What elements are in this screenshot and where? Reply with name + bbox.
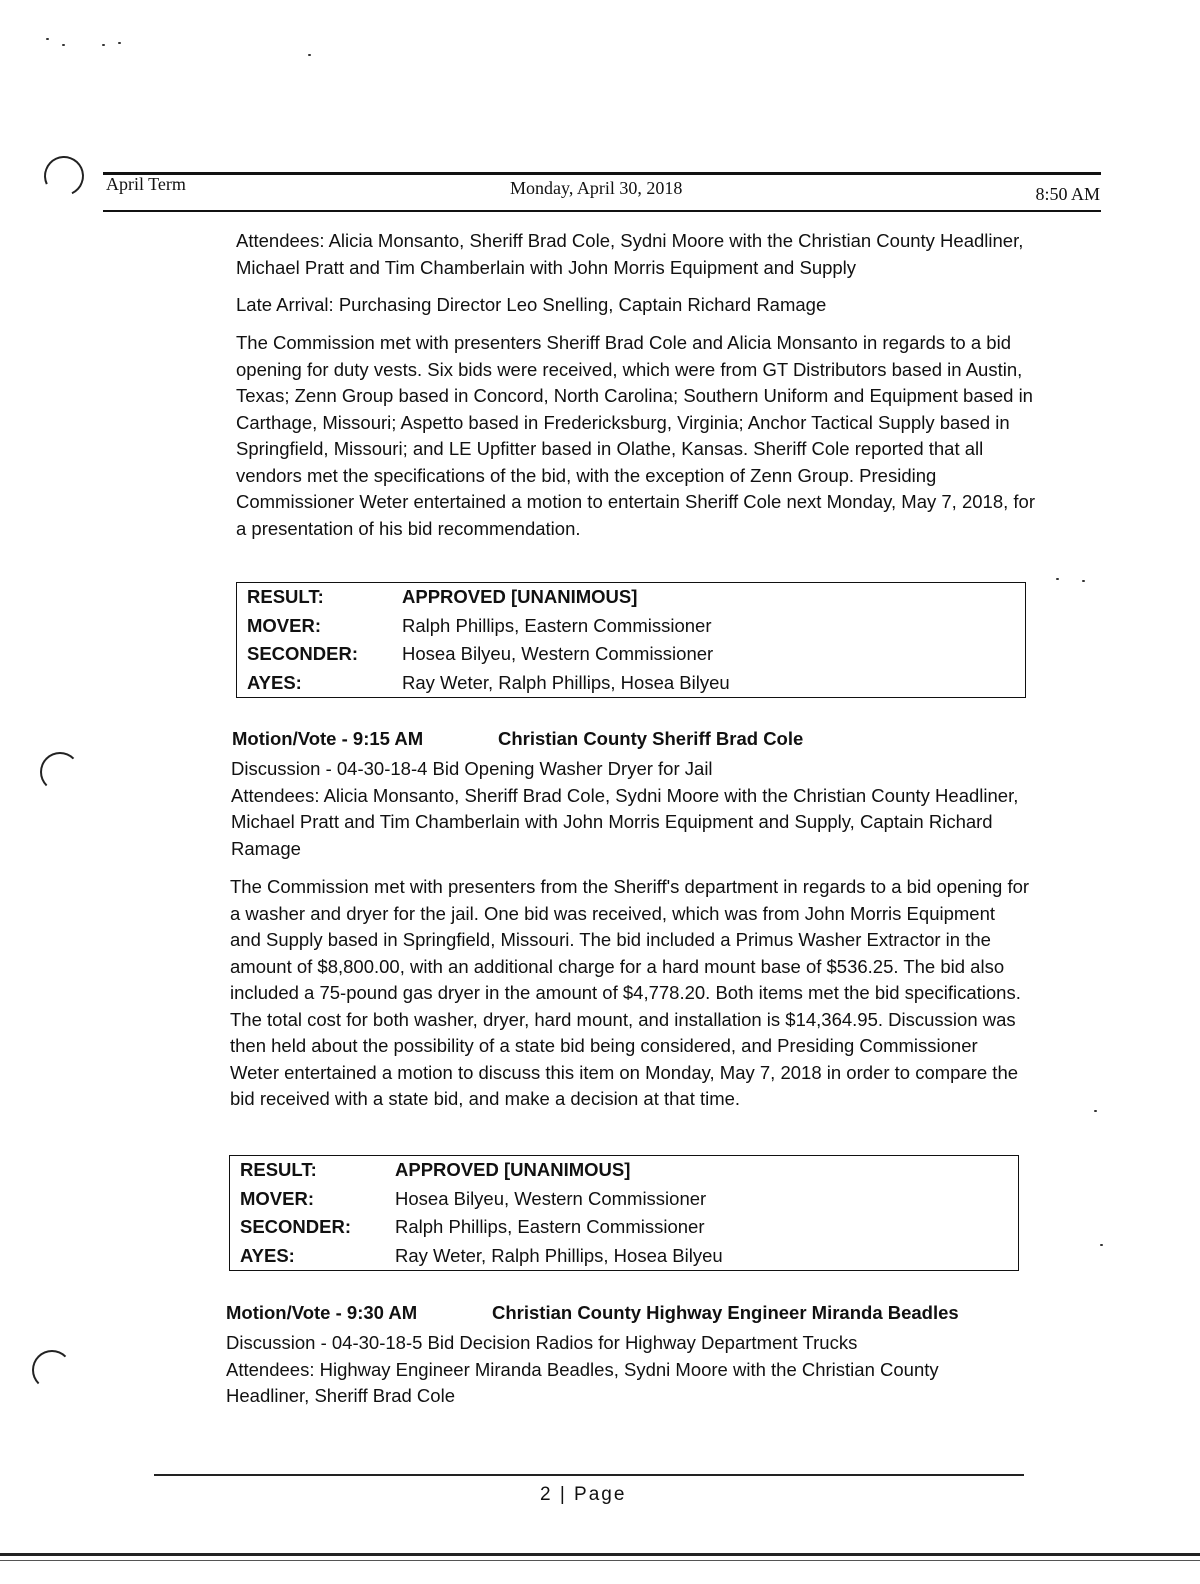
vote-result-label: RESULT: bbox=[247, 586, 324, 608]
vote-result-row bbox=[237, 583, 1026, 612]
scan-speck bbox=[62, 44, 65, 46]
vote-ayes-value: Ray Weter, Ralph Phillips, Hosea Bilyeu bbox=[402, 671, 730, 693]
scan-bottom-edge bbox=[0, 1553, 1200, 1556]
header-time: 8:50 AM bbox=[1035, 184, 1100, 204]
vote-result-value: APPROVED [UNANIMOUS] bbox=[402, 586, 638, 608]
scan-bottom-edge-thin bbox=[0, 1560, 1200, 1561]
item1-attendees: Attendees: Alicia Monsanto, Sheriff Brad Cole, Sydni Moore with the Christian County Headliner, Michael Pratt and Tim Chamberlain with John Morris Equipment and Supply bbox=[236, 230, 1024, 278]
vote-mover-value: Hosea Bilyeu, Western Commissioner bbox=[395, 1187, 707, 1209]
vote-ayes-row bbox=[230, 1242, 1019, 1271]
vote-seconder-label: SECONDER: bbox=[240, 1216, 352, 1238]
footer-rule bbox=[154, 1474, 1024, 1476]
vote-ayes-label: AYES: bbox=[247, 671, 302, 693]
scan-speck bbox=[1082, 580, 1085, 582]
item1-late-arrival: Late Arrival: Purchasing Director Leo Snelling, Captain Richard Ramage bbox=[236, 294, 827, 315]
item1-vote-table bbox=[236, 582, 1026, 698]
item2-presenter: Christian County Sheriff Brad Cole bbox=[498, 728, 804, 749]
vote-result-label: RESULT: bbox=[240, 1159, 317, 1181]
page-number: 2 | Page bbox=[540, 1484, 627, 1505]
scan-speck bbox=[1094, 1110, 1097, 1112]
item2-motion-time: Motion/Vote - 9:15 AM bbox=[232, 728, 424, 749]
vote-ayes-label: AYES: bbox=[240, 1244, 295, 1266]
item2-discussion-block bbox=[231, 756, 1031, 862]
punch-hole-bottom bbox=[32, 1350, 72, 1390]
vote-ayes-value: Ray Weter, Ralph Phillips, Hosea Bilyeu bbox=[395, 1244, 723, 1266]
vote-mover-label: MOVER: bbox=[247, 614, 321, 636]
item3-motion-heading bbox=[226, 1302, 959, 1324]
item2-motion-heading bbox=[232, 728, 803, 750]
item2-body: The Commission met with presenters from the Sheriff's department in regards to a bid opening for a washer and dryer for the jail. One bid was received, which was from John Morris Equipment and Supply based in Springfield, Missouri. The bid included a Primus Washer Extractor in the amount of $8,800.00, with an additional charge for a hard mount base of $536.25. The bid also included a 75-pound gas dryer in the amount of $4,778.20. Both items met the bid specifications. The total cost for both washer, dryer, hard mount, and installation is $14,364.95. Discussion was then held about the possibility of a state bid being considered, and Presiding Commissioner Weter entertained a motion to discuss this item on Monday, May 7, 2018 in order to compare the bid received with a state bid, and make a decision at that time. bbox=[230, 876, 1030, 1109]
item3-attendees: Attendees: Highway Engineer Miranda Beadles, Sydni Moore with the Christian County Headliner, Sheriff Brad Cole bbox=[226, 1358, 939, 1406]
header-term: April Term bbox=[106, 174, 186, 194]
header-bottom-rule bbox=[103, 210, 1101, 212]
vote-seconder-value: Hosea Bilyeu, Western Commissioner bbox=[402, 643, 714, 665]
item2-attendees: Attendees: Alicia Monsanto, Sheriff Brad Cole, Sydni Moore with the Christian County Headliner, Michael Pratt and Tim Chamberlain with John Morris Equipment and Supply, Captain Richard Ramage bbox=[231, 784, 1019, 859]
header-top-rule bbox=[103, 172, 1101, 175]
scan-speck bbox=[46, 38, 49, 40]
punch-hole-middle bbox=[40, 752, 80, 792]
scan-speck bbox=[1100, 1244, 1103, 1246]
punch-hole-top bbox=[38, 150, 89, 201]
vote-result-row bbox=[230, 1156, 1019, 1185]
vote-mover-row bbox=[230, 1185, 1019, 1214]
vote-ayes-row bbox=[237, 669, 1026, 698]
vote-seconder-value: Ralph Phillips, Eastern Commissioner bbox=[395, 1216, 705, 1238]
vote-seconder-row bbox=[237, 640, 1026, 669]
header-date: Monday, April 30, 2018 bbox=[510, 178, 683, 198]
item1-body: The Commission met with presenters Sheriff Brad Cole and Alicia Monsanto in regards to a bid opening for duty vests. Six bids were received, which were from GT Distributors based in Austin, Texas; Zenn Group based in Concord, North Carolina; Southern Uniform and Equipment based in Carthage, Missouri; Aspetto based in Fredericksburg, Virginia; Anchor Tactical Supply based in Springfield, Missouri; and LE Upfitter based in Olathe, Kansas. Sheriff Cole reported that all vendors met the specifications of the bid, with the exception of Zenn Group. Presiding Commissioner Weter entertained a motion to entertain Sheriff Cole next Monday, May 7, 2018, for a presentation of his bid recommendation. bbox=[236, 332, 1035, 539]
vote-seconder-row bbox=[230, 1213, 1019, 1242]
item3-presenter: Christian County Highway Engineer Miranda Beadles bbox=[492, 1302, 959, 1323]
vote-result-value: APPROVED [UNANIMOUS] bbox=[395, 1159, 631, 1181]
scan-speck bbox=[308, 54, 311, 56]
vote-mover-label: MOVER: bbox=[240, 1187, 314, 1209]
vote-seconder-label: SECONDER: bbox=[247, 643, 359, 665]
item3-discussion: Discussion - 04-30-18-5 Bid Decision Radios for Highway Department Trucks bbox=[226, 1332, 858, 1353]
item2-discussion: Discussion - 04-30-18-4 Bid Opening Washer Dryer for Jail bbox=[231, 758, 713, 779]
vote-mover-value: Ralph Phillips, Eastern Commissioner bbox=[402, 614, 712, 636]
item2-vote-table bbox=[229, 1155, 1019, 1271]
scan-speck bbox=[118, 42, 121, 44]
vote-mover-row bbox=[237, 612, 1026, 641]
scan-speck bbox=[1056, 578, 1059, 580]
scan-speck bbox=[102, 44, 105, 46]
item3-motion-time: Motion/Vote - 9:30 AM bbox=[226, 1302, 418, 1323]
item3-discussion-block bbox=[226, 1330, 1026, 1410]
